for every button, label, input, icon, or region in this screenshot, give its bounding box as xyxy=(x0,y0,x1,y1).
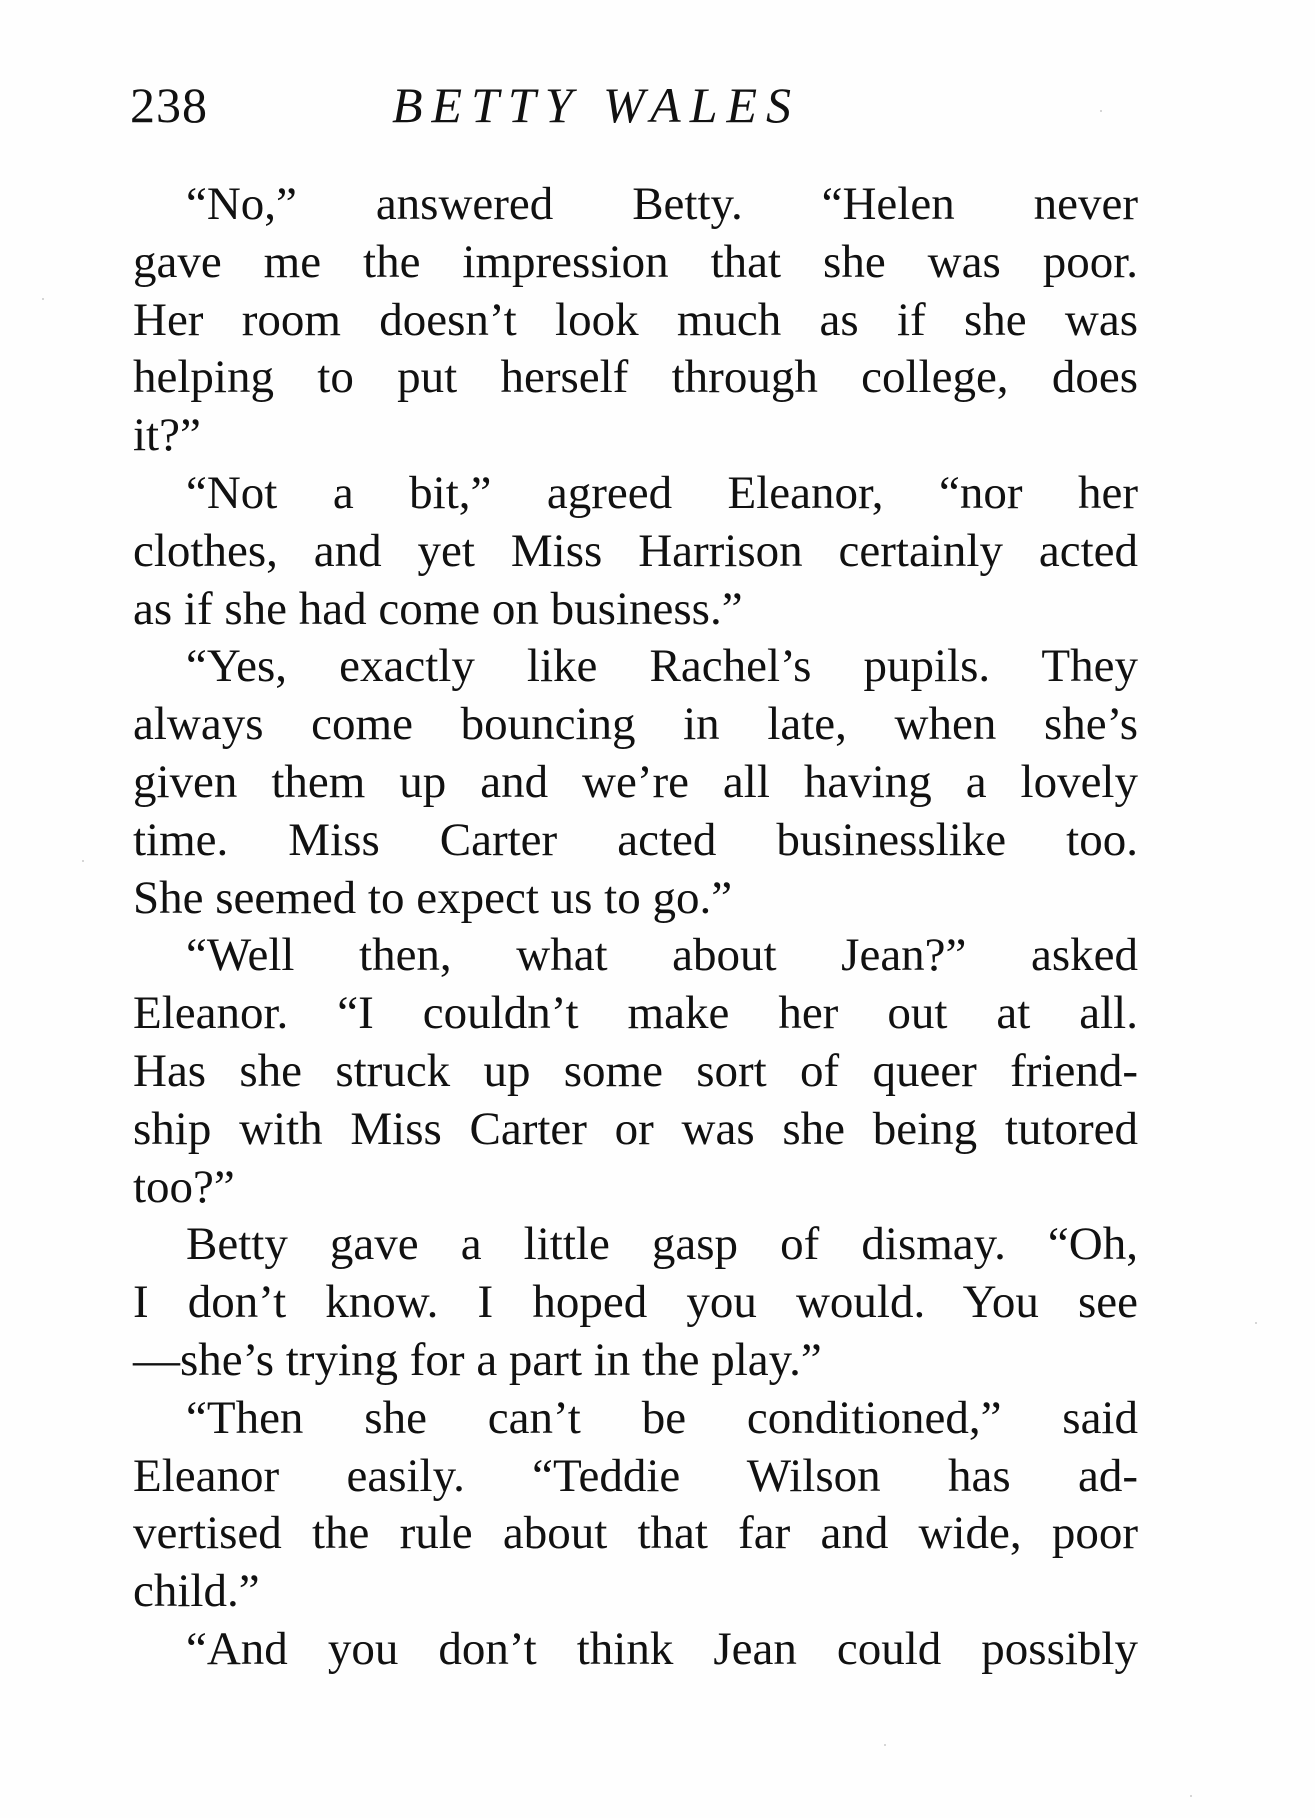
text-line: She seemed to expect us to go.” xyxy=(133,871,733,924)
body-text xyxy=(133,176,1138,1679)
text-line: Eleanor. “I couldn’t make her out at all. xyxy=(133,987,1138,1040)
paper-speck xyxy=(82,860,84,862)
text-line: time. Miss Carter acted businesslike too. xyxy=(133,813,1138,866)
paragraph xyxy=(133,1621,1138,1679)
paragraph xyxy=(133,927,1138,1216)
text-line: “Not a bit,” agreed Eleanor, “nor her xyxy=(186,466,1138,519)
text-line: —she’s trying for a part in the play.” xyxy=(133,1333,822,1386)
text-line: “No,” answered Betty. “Helen never xyxy=(186,178,1138,230)
text-line: it?” xyxy=(133,409,201,462)
text-line: always come bouncing in late, when she’s xyxy=(133,698,1138,751)
paper-speck xyxy=(884,1744,886,1746)
text-line: I don’t know. I hoped you would. You see xyxy=(133,1276,1138,1329)
paragraph xyxy=(133,176,1138,465)
paragraph xyxy=(133,1390,1138,1621)
paper-speck xyxy=(1100,110,1102,112)
text-line: Her room doesn’t look much as if she was xyxy=(133,293,1138,346)
paragraph xyxy=(133,465,1138,638)
paper-speck xyxy=(42,298,44,300)
text-line: Betty gave a little gasp of dismay. “Oh, xyxy=(186,1218,1138,1271)
text-line: too?” xyxy=(133,1160,235,1213)
text-line: gave me the impression that she was poor. xyxy=(133,235,1138,288)
text-line: “And you don’t think Jean could possibly xyxy=(186,1622,1138,1675)
text-line: vertised the rule about that far and wide, poor xyxy=(133,1507,1138,1560)
paper-speck xyxy=(1255,1322,1257,1324)
text-line: Eleanor easily. “Teddie Wilson has ad- xyxy=(133,1449,1138,1502)
text-line: as if she had come on business.” xyxy=(133,582,743,635)
paragraph xyxy=(133,638,1138,927)
running-head xyxy=(130,70,1130,140)
page-number: 238 xyxy=(130,77,208,133)
paragraph xyxy=(133,1216,1138,1389)
text-line: child.” xyxy=(133,1565,260,1618)
book-title: BETTY WALES xyxy=(392,77,801,133)
text-line: ship with Miss Carter or was she being tutored xyxy=(133,1102,1138,1155)
text-line: given them up and we’re all having a lovely xyxy=(133,755,1138,808)
text-line: “Well then, what about Jean?” asked xyxy=(186,929,1138,982)
text-line: Has she struck up some sort of queer friend- xyxy=(133,1044,1138,1097)
text-line: “Yes, exactly like Rachel’s pupils. They xyxy=(186,640,1138,693)
text-line: helping to put herself through college, does xyxy=(133,351,1138,404)
text-line: “Then she can’t be conditioned,” said xyxy=(186,1391,1138,1444)
paper-speck xyxy=(1190,1795,1192,1797)
text-line: clothes, and yet Miss Harrison certainly acted xyxy=(133,524,1138,577)
